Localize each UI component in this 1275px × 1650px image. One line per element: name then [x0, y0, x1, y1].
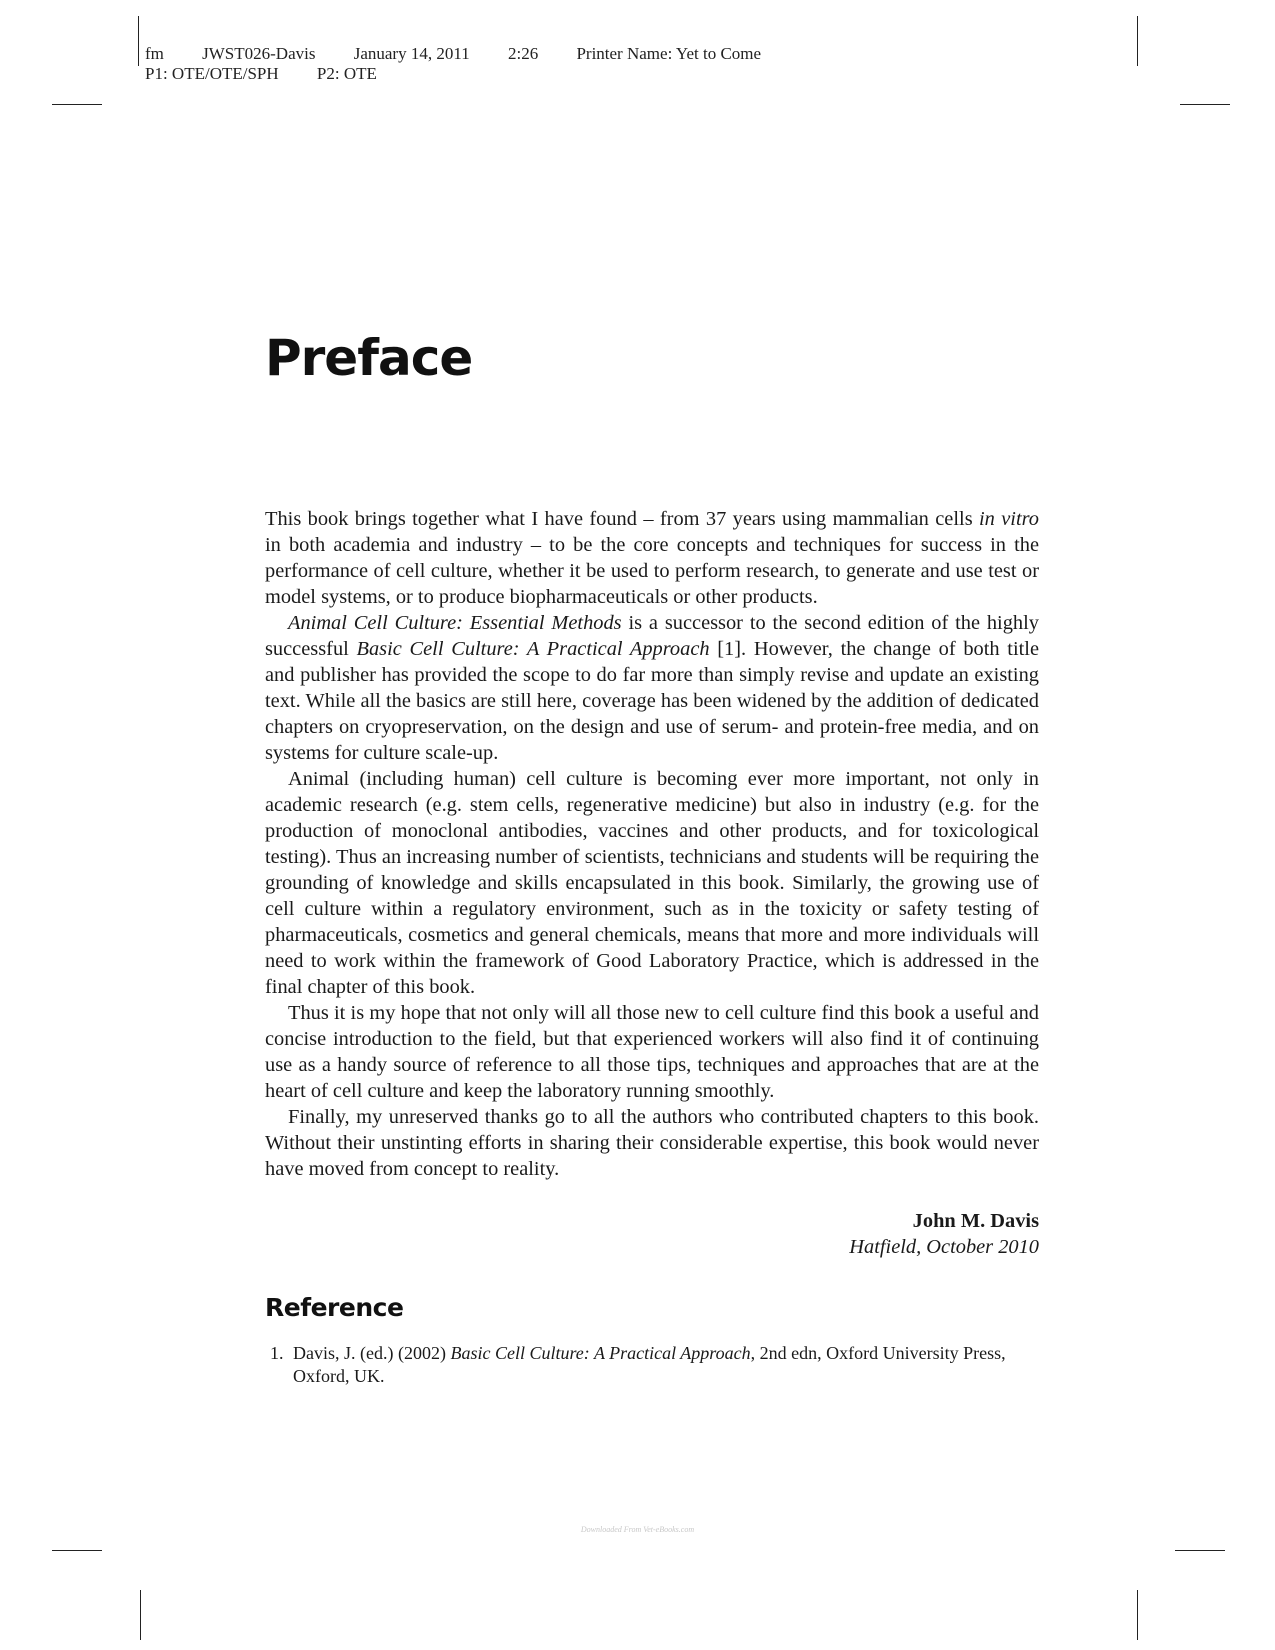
italic-run: Basic Cell Culture: A Practical Approach [450, 1343, 751, 1363]
reference-item [265, 1342, 1039, 1388]
text-run: in both academia and industry – to be the core concepts and techniques for success in the performance of cell culture, whether it be used to perform research, to generate and use test or model systems, or to produce biopharmaceuticals or other products. [265, 534, 1039, 608]
paragraph-3: Animal (including human) cell culture is becoming ever more important, not only in academic research (e.g. stem cells, regenerative medicine) but also in industry (e.g. for the production of monoclonal antibodies, vaccines and other products, and for toxicological testing). Thus an increasing number of scientists, technicians and students will be requiring the grounding of knowledge and skills encapsulated in this book. Similarly, the growing use of cell culture within a regulatory environment, such as in the toxicity or safety testing of pharmaceuticals, cosmetics and general chemicals, means that more and more individuals will need to work within the framework of Good Laboratory Practice, which is addressed in the final chapter of this book. [265, 768, 1039, 998]
paragraph-5: Finally, my unreserved thanks go to all the authors who contributed chapters to this book. Without their unstinting efforts in sharing their considerable expertise, this book would never have moved from concept to reality. [265, 1106, 1039, 1180]
reference-number: 1. [270, 1343, 284, 1363]
signature-block [265, 1208, 1039, 1260]
crop-mark [138, 16, 139, 66]
crop-mark [1175, 1550, 1225, 1551]
crop-mark [1180, 104, 1230, 105]
slug-section: fm [145, 44, 164, 63]
reference-heading: Reference [265, 1293, 404, 1322]
slug-job: JWST026-Davis [202, 44, 316, 63]
slug-time: 2:26 [507, 44, 539, 63]
slug-printer: Printer Name: Yet to Come [576, 44, 762, 63]
text-run: is a successor to the second edition of the highly successful [265, 612, 1039, 660]
printer-slug [145, 44, 761, 84]
crop-mark [1137, 1590, 1138, 1640]
author-name: John M. Davis [912, 1210, 1039, 1232]
slug-p2: P2: OTE [316, 64, 377, 83]
crop-mark [1137, 16, 1138, 66]
text-run: This book brings together what I have found – from 37 years using mammalian cells [265, 508, 979, 530]
slug-line-2 [145, 64, 761, 84]
slug-line-1 [145, 44, 761, 64]
crop-mark [140, 1590, 141, 1640]
page-title: Preface [265, 329, 473, 387]
italic-run: Animal Cell Culture: Essential Methods [288, 612, 622, 634]
crop-mark [52, 1550, 102, 1551]
text-run: [1]. However, the change of both title and publisher has provided the scope to do far more than simply revise and update an existing text. While all the basics are still here, coverage has been widened by the addition of dedicated chapters on cryopreservation, on the design and use of serum- and protein-free media, and on systems for culture scale-up. [265, 638, 1039, 764]
paragraph-2 [265, 610, 1039, 766]
italic-run: Basic Cell Culture: A Practical Approach [356, 638, 710, 660]
paragraph-1 [265, 506, 1039, 610]
italic-run: in vitro [979, 508, 1039, 530]
place-date: Hatfield, October 2010 [849, 1236, 1039, 1258]
slug-p1: P1: OTE/OTE/SPH [145, 64, 279, 83]
text-run: Davis, J. (ed.) (2002) [293, 1343, 451, 1363]
reference-list [265, 1342, 1039, 1388]
preface-body [265, 506, 1039, 1182]
crop-mark [52, 104, 102, 105]
paragraph-4: Thus it is my hope that not only will all those new to cell culture find this book a useful and concise introduction to the field, but that experienced workers will also find it of continuing use as a handy source of reference to all those tips, techniques and approaches that are at the heart of cell culture and keep the laboratory running smoothly. [265, 1002, 1039, 1102]
slug-date: January 14, 2011 [353, 44, 470, 63]
text-run: , 2nd edn, Oxford University Press, Oxford, UK. [293, 1343, 1006, 1386]
watermark: Downloaded From Vet-eBooks.com [580, 1525, 695, 1534]
